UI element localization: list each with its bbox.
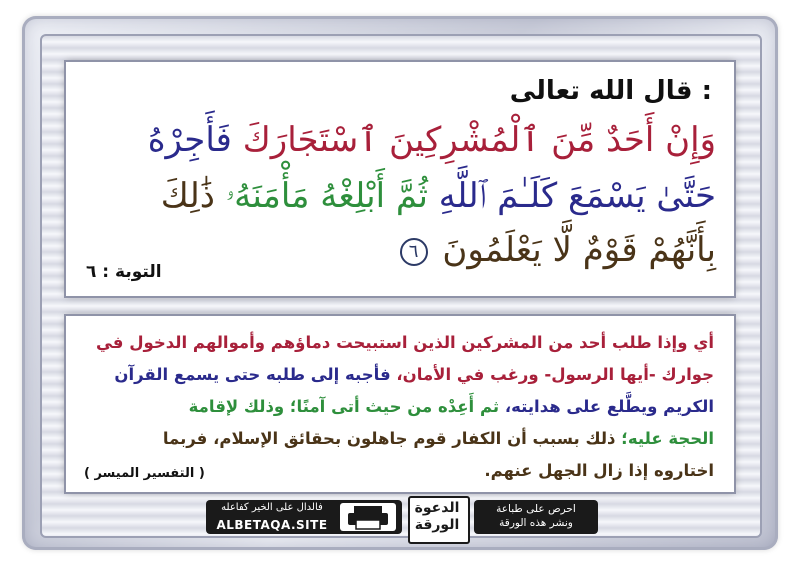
verse-segment: بِأَنَّهُمْ قَوْمٌ لَّا يَعْلَمُونَ	[442, 230, 716, 270]
print-note-line-2: ونشر هذه الورقة	[499, 517, 573, 529]
tafsir-segment: أي وإذا طلب أحد من المشركين الذين استبيحت دماؤهم وأموالهم الدخول في	[95, 333, 714, 352]
verse-segment: ذَٰلِكَ	[160, 176, 215, 216]
footer-print-note	[474, 502, 598, 530]
verse-segment: وَإِنْ أَحَدٌ	[606, 120, 716, 160]
tafsir-segment: ثم أَعِدْه من حيث أتى آمنًا؛ وذلك لإقامة	[188, 397, 500, 416]
tafsir-segment: فأجبه إلى طلبه حتى يسمع القرآن	[114, 365, 391, 384]
footer-dal-label: فالدال على الخير كفاعله	[221, 502, 323, 513]
tafsir-source: ( التفسير الميسر )	[84, 466, 205, 481]
verse-segment: مِّنَ ٱلْمُشْرِكِينَ ٱسْتَجَارَكَ	[231, 120, 607, 160]
tafsir-line-3	[86, 394, 714, 420]
tafsir-segment: الحجة عليه؛	[615, 429, 714, 448]
tafsir-segment: ذلك بسبب أن الكفار قوم جاهلون بحقائق الإسلام، فربما	[162, 429, 616, 448]
verse-segment: حَتَّىٰ يَسْمَعَ كَلَـٰمَ ٱللَّهِ	[427, 176, 716, 216]
verse-card	[66, 62, 734, 296]
tafsir-segment: اختاروه إذا زال الجهل عنهم.	[484, 461, 714, 480]
verse-segment: فَأَجِرْهُ	[147, 120, 232, 160]
tafsir-segment: الكريم ويطَّلع على هدايته،	[499, 397, 714, 416]
verse-number-icon: ٦	[400, 238, 428, 266]
tafsir-card	[66, 316, 734, 492]
footer-site-link[interactable]: ALBETAQA.SITE	[216, 518, 328, 532]
tafsir-segment: جوارك -أيها الرسول- ورغب في الأمان،	[390, 365, 714, 384]
logo-text	[408, 500, 466, 534]
intro-heading: قال الله تعالى :	[509, 76, 712, 106]
tafsir-line-2	[86, 362, 714, 388]
tafsir-line-4	[86, 426, 714, 452]
logo-line-2: الورقة	[414, 517, 460, 533]
verse-line-2	[84, 174, 716, 218]
logo-line-1: الدعوة	[414, 500, 460, 516]
tafsir-line-1	[86, 330, 714, 356]
print-note-line-1: احرص على طباعة	[496, 503, 576, 515]
verse-line-1	[84, 118, 716, 162]
verse-segment: ثُمَّ أَبْلِغْهُ مَأْمَنَهُۥ	[214, 176, 428, 216]
verse-line-3	[400, 228, 716, 272]
printer-icon	[340, 503, 396, 531]
surah-reference: التوبة : ٦	[86, 262, 162, 282]
